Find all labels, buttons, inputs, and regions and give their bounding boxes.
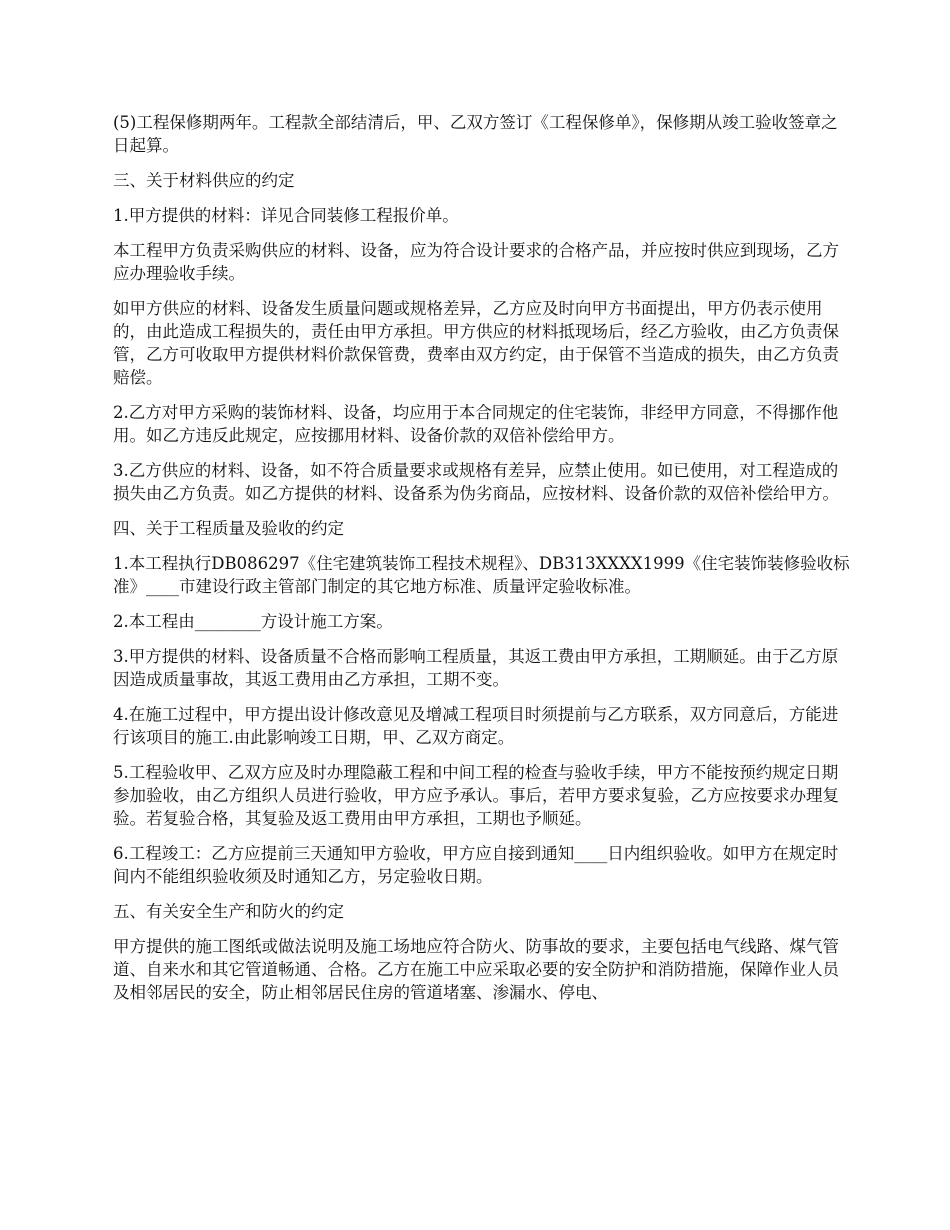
paragraph-material-usage: 2.乙方对甲方采购的装饰材料、设备，均应用于本合同规定的住宅装饰，非经甲方同意，不得挪作他用。如乙方违反此规定，应按挪用材料、设备价款的双倍补偿给甲方。 (113, 403, 839, 445)
paragraph-completion: 6.工程竣工：乙方应提前三天通知甲方验收，甲方应自接到通知____日内组织验收。如甲方在规定时间内不能组织验收须及时通知乙方，另定验收日期。 (113, 844, 839, 886)
paragraph-inspection: 5.工程验收甲、乙双方应及时办理隐蔽工程和中间工程的检查与验收手续，甲方不能按预约规定日期参加验收，由乙方组织人员进行验收，甲方应予承认。事后，若甲方要求复验，乙方应按要求办理复验。若复验合格，其复验及返工费用由甲方承担，工期也予顺延。 (113, 763, 839, 828)
heading-safety-fire: 五、有关安全生产和防火的约定 (113, 902, 344, 921)
heading-quality-acceptance: 四、关于工程质量及验收的约定 (113, 519, 344, 538)
heading-material-supply: 三、关于材料供应的约定 (113, 171, 295, 190)
paragraph-material-quality-issues: 如甲方供应的材料、设备发生质量问题或规格差异，乙方应及时向甲方书面提出，甲方仍表示使用的，由此造成工程损失的，责任由甲方承担。甲方供应的材料抵现场后，经乙方验收，由乙方负责保管，乙方可收取甲方提供材料价款保管费，费率由双方约定，由于保管不当造成的损失，由乙方负责赔偿。 (113, 299, 839, 387)
paragraph-party-a-procurement: 本工程甲方负责采购供应的材料、设备，应为符合设计要求的合格产品，并应按时供应到现场，乙方应办理验收手续。 (113, 241, 839, 283)
paragraph-warranty-period: (5)工程保修期两年。工程款全部结清后，甲、乙双方签订《工程保修单》，保修期从竣工验收签章之日起算。 (113, 113, 838, 155)
paragraph-party-a-materials: 1.甲方提供的材料：详见合同装修工程报价单。 (113, 206, 459, 225)
paragraph-standards: 1.本工程执行DB086297《住宅建筑装饰工程技术规程》、DB313XXXX1999《住宅装饰装修验收标准》____市建设行政主管部门制定的其它地方标准、质量评定验收标准。 (113, 554, 850, 596)
paragraph-design-changes: 4.在施工过程中，甲方提出设计修改意见及增减工程项目时须提前与乙方联系，双方同意后，方能进行该项目的施工.由此影响竣工日期，甲、乙双方商定。 (113, 705, 839, 747)
paragraph-design-plan: 2.本工程由________方设计施工方案。 (113, 612, 393, 631)
paragraph-safety-requirements: 甲方提供的施工图纸或做法说明及施工场地应符合防火、防事故的要求，主要包括电气线路、煤气管道、自来水和其它管道畅通、合格。乙方在施工中应采取必要的安全防护和消防措施，保障作业人员及相邻居民的安全，防止相邻居民住房的管道堵塞、渗漏水、停电、 (113, 937, 839, 1002)
document-page (113, 111, 853, 1016)
paragraph-party-b-materials: 3.乙方供应的材料、设备，如不符合质量要求或规格有差异，应禁止使用。如已使用，对工程造成的损失由乙方负责。如乙方提供的材料、设备系为伪劣商品，应按材料、设备价款的双倍补偿给甲方。 (113, 461, 839, 503)
paragraph-rework-costs: 3.甲方提供的材料、设备质量不合格而影响工程质量，其返工费由甲方承担，工期顺延。由于乙方原因造成质量事故，其返工费用由乙方承担，工期不变。 (113, 647, 839, 689)
